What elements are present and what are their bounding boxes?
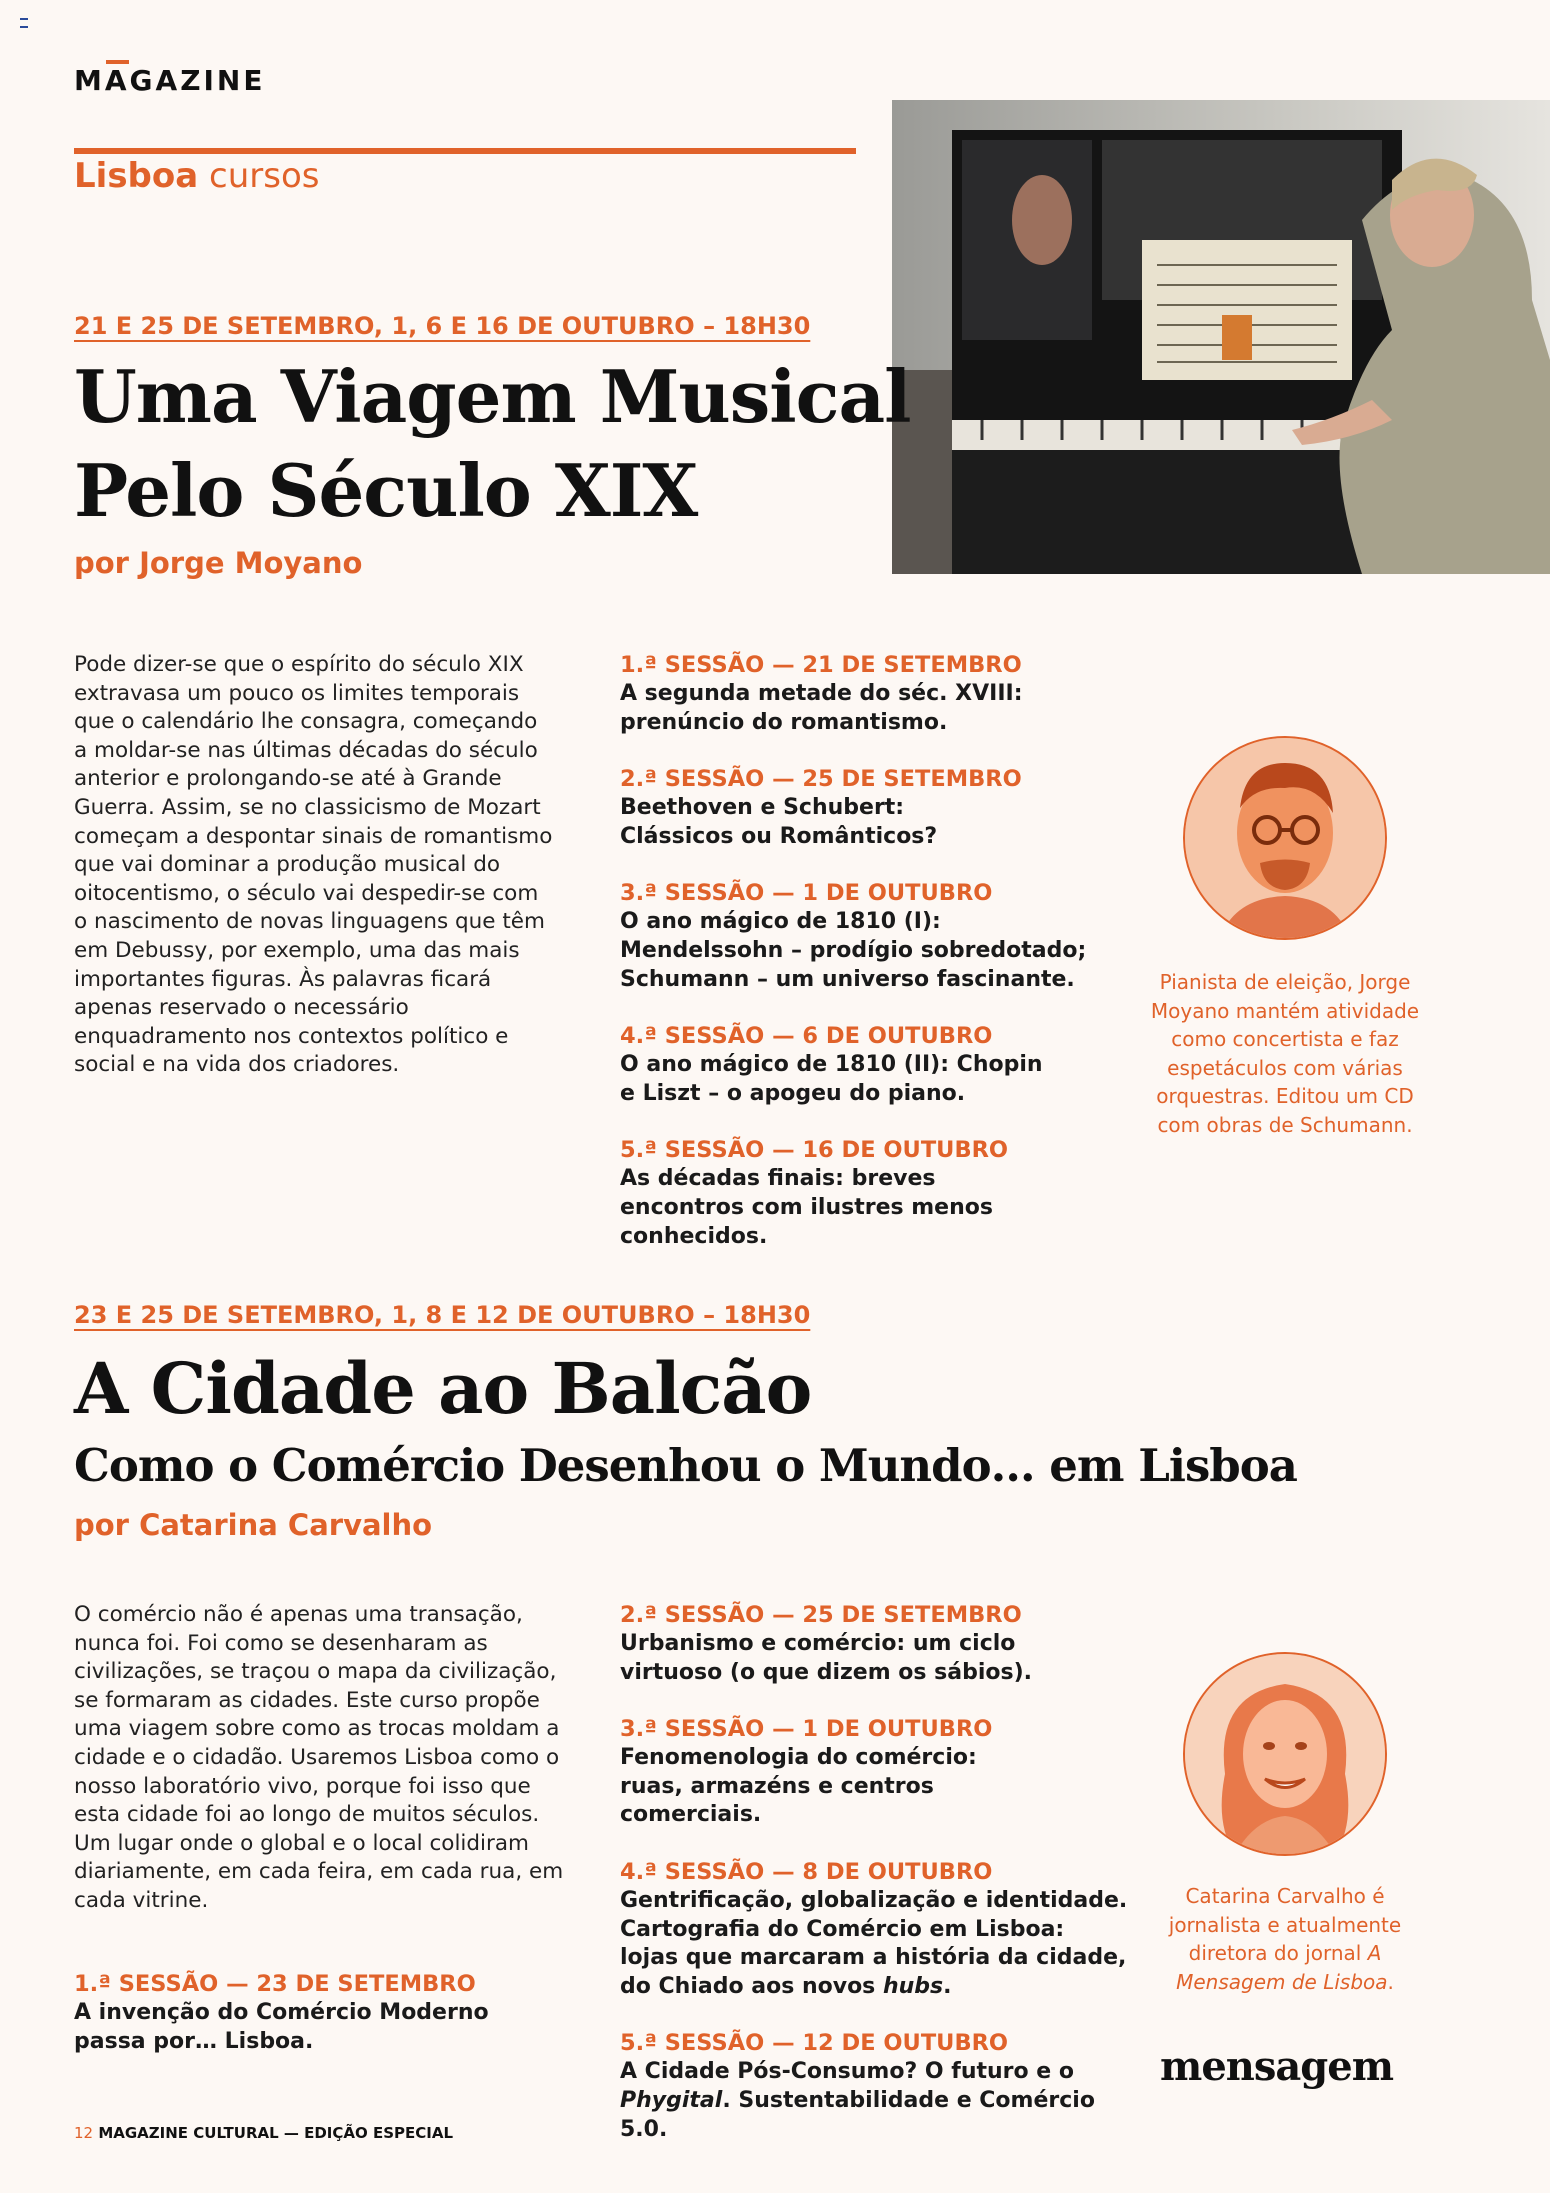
course1-title-line1: Uma Viagem Musical [74,354,911,439]
course2-intro: O comércio não é apenas uma transação, nunca foi. Foi como se desenharam as civilizações, se traçou o mapa da civilização, se formaram as cidades. Este curso propõe uma viagem sobre como as trocas moldam a cidade e o cidadão. Usaremos Lisboa como o nosso laboratório vivo, porque foi isso que esta cidade foi ao longo de muitos séculos. Um lugar onde o global e o local colidiram diariamente, em cada feira, em cada rua, em cada vitrine. [74,1602,564,1913]
session-item [620,765,1090,851]
session-description: Fenomenologia do comércio: ruas, armazéns e centros comerciais. [620,1745,977,1828]
session-item [620,651,1090,737]
session-description: A Cidade Pós-Consumo? O futuro e o Phygital. Sustentabilidade e Comércio 5.0. [620,2059,1095,2142]
course1-byline: por Jorge Moyano [74,546,363,580]
session-item [620,879,1090,994]
section-rule [74,148,856,154]
session-heading: 2.ª SESSÃO — 25 DE SETEMBRO [620,1602,1022,1628]
session-item [620,1858,1128,2001]
session-item [620,1715,1120,1830]
session-item [620,1136,1090,1251]
session-heading: 5.ª SESSÃO — 16 DE OUTUBRO [620,1137,1009,1164]
course2-subtitle: Como o Comércio Desenhou o Mundo… em Lisboa [74,1439,1297,1492]
course1-date: 21 E 25 DE SETEMBRO, 1, 6 E 16 DE OUTUBRO – 18H30 [74,312,811,340]
session-description: O ano mágico de 1810 (II): Chopin e Liszt – o apogeu do piano. [620,1052,1043,1106]
mensagem-logo: mensagem [1160,2043,1394,2090]
portrait-illustration [1185,738,1385,938]
course2-title: A Cidade ao Balcão [74,1347,812,1430]
jorge-moyano-caption: Pianista de eleição, Jorge Moyano mantém atividade como concertista e faz espetáculos com várias orquestras. Editou um CD com obras de Schumann. [1150,970,1420,1137]
session-item [74,1970,514,2056]
corner-mark-icon [20,18,28,28]
session-heading: 5.ª SESSÃO — 12 DE OUTUBRO [620,2030,1009,2057]
section-label: Lisboa cursos [74,156,320,196]
session-item [620,2029,1120,2144]
course1-intro: Pode dizer-se que o espírito do século XIX extravasa um pouco os limites temporais que o calendário lhe consagra, começando a moldar-se nas últimas décadas do século anterior e prolongando-se até à Grande Guerra. Assim, se no classicismo de Mozart começam a despontar sinais de romantismo que vai dominar a produção musical do oitocentismo, o século vai despedir-se com o nascimento de novas linguagens que têm em Debussy, por exemplo, uma das mais importantes figuras. Às palavras ficará apenas reservado o necessário enquadramento nos contextos político e social e na vida dos criadores. [74,652,553,1078]
session-description: A segunda metade do séc. XVIII: prenúncio do romantismo. [620,681,1023,735]
page-footer [74,2124,453,2142]
session-heading: 1.ª SESSÃO — 21 DE SETEMBRO [620,652,1022,678]
course2-byline: por Catarina Carvalho [74,1508,433,1542]
session-description: Beethoven e Schubert: Clássicos ou Românticos? [620,795,938,849]
session-item [620,1601,1120,1687]
portrait-illustration [1185,1654,1385,1854]
course2-sessions [620,1601,1128,2172]
session-heading: 1.ª SESSÃO — 23 DE SETEMBRO [74,1971,476,1997]
page-number: 12 [74,2124,94,2142]
course2-date: 23 E 25 DE SETEMBRO, 1, 8 E 12 DE OUTUBRO – 18H30 [74,1301,811,1329]
session-description: O ano mágico de 1810 (I): Mendelssohn – prodígio sobredotado; Schumann – um universo fascinante. [620,909,1087,992]
session-description: A invenção do Comércio Moderno passa por… Lisboa. [74,2000,489,2054]
piano-photo-illustration [892,100,1550,574]
publication-name: MAGAZINE CULTURAL — EDIÇÃO ESPECIAL [98,2124,454,2142]
course1-sessions [620,651,1090,1279]
jorge-moyano-portrait [1183,736,1387,940]
session-heading: 2.ª SESSÃO — 25 DE SETEMBRO [620,766,1022,793]
session-heading: 3.ª SESSÃO — 1 DE OUTUBRO [620,880,993,907]
session-description: Gentrificação, globalização e identidade. Cartografia do Comércio em Lisboa: lojas que marcaram a história da cidade, do Chiado aos novos hubs. [620,1887,1128,1999]
session-description: Urbanismo e comércio: um ciclo virtuoso (o que dizem os sábios). [620,1631,1033,1685]
session-heading: 3.ª SESSÃO — 1 DE OUTUBRO [620,1716,993,1743]
course1-title-line2: Pelo Século XIX [74,448,698,533]
catarina-carvalho-caption: Catarina Carvalho é jornalista e atualmente diretora do jornal A Mensagem de Lisboa. [1168,1884,1402,1994]
session-item [620,1022,1090,1108]
piano-photo [892,100,1550,574]
session-heading: 4.ª SESSÃO — 6 DE OUTUBRO [620,1023,993,1050]
catarina-carvalho-portrait [1183,1652,1387,1856]
magazine-logo: MAGAZINE [74,64,266,97]
session-heading: 4.ª SESSÃO — 8 DE OUTUBRO [620,1858,993,1885]
session-description: As décadas finais: breves encontros com ilustres menos conhecidos. [620,1166,993,1249]
